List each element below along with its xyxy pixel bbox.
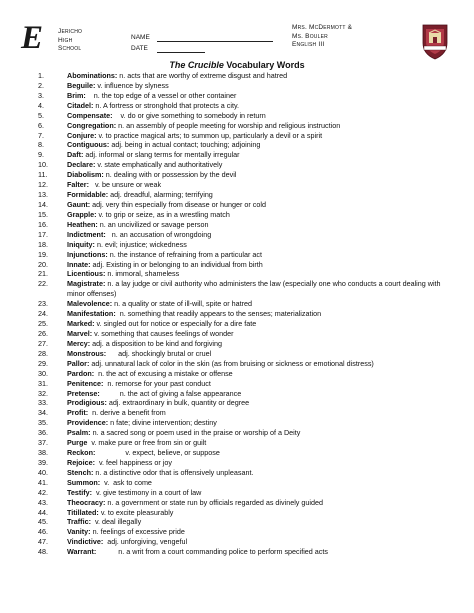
vocabulary-definition: v. influence by slyness xyxy=(95,80,169,90)
vocabulary-term: Manifestation: xyxy=(67,309,116,319)
vocabulary-item xyxy=(38,160,458,170)
vocabulary-definition: v. give testimony in a court of law xyxy=(92,487,202,497)
item-number: 33. xyxy=(38,398,48,408)
name-label: NAME xyxy=(131,34,150,41)
item-number: 18. xyxy=(38,239,48,249)
vocabulary-item xyxy=(38,408,458,418)
school-name-line: Jericho xyxy=(58,28,83,35)
vocabulary-item xyxy=(38,200,458,210)
item-number: 30. xyxy=(38,368,48,378)
item-number: 43. xyxy=(38,497,48,507)
item-number: 38. xyxy=(38,448,48,458)
item-number: 25. xyxy=(38,319,48,329)
vocabulary-term: Malevolence: xyxy=(67,299,113,309)
vocabulary-term: Citadel: xyxy=(67,100,94,110)
vocabulary-term: Heathen: xyxy=(67,219,98,229)
vocabulary-term: Summon: xyxy=(67,477,101,487)
vocabulary-term: Marvel: xyxy=(67,328,93,338)
vocabulary-definition: n. derive a benefit from xyxy=(88,408,166,418)
vocabulary-term: Psalm: xyxy=(67,428,91,438)
vocabulary-item xyxy=(38,190,458,200)
vocabulary-term: Declare: xyxy=(67,160,96,170)
vocabulary-term: Compensate: xyxy=(67,110,113,120)
vocabulary-definition: n. evil; injustice; wickedness xyxy=(94,239,187,249)
vocabulary-item xyxy=(38,448,458,458)
vocabulary-term: Reckon: xyxy=(67,448,96,458)
vocabulary-definition: v. make pure or free from sin or guilt xyxy=(87,438,207,448)
vocabulary-item xyxy=(38,230,458,240)
vocabulary-term: Vanity: xyxy=(67,527,91,537)
vocabulary-term: Vindictive: xyxy=(67,537,104,547)
item-number: 12. xyxy=(38,180,48,190)
vocabulary-term: Falter: xyxy=(67,180,89,190)
item-number: 2. xyxy=(38,80,44,90)
item-number: 19. xyxy=(38,249,48,259)
vocabulary-item xyxy=(38,478,458,488)
vocabulary-definition: adj. Existing in or belonging to an individual from birth xyxy=(90,259,263,269)
vocabulary-item xyxy=(38,121,458,131)
item-number: 35. xyxy=(38,418,48,428)
item-number: 28. xyxy=(38,348,48,358)
vocabulary-term: Formidable: xyxy=(67,190,109,200)
item-number: 5. xyxy=(38,110,44,120)
vocabulary-item xyxy=(38,339,458,349)
vocabulary-term: Testify: xyxy=(67,487,93,497)
vocabulary-definition: v. singled out for notice or especially for a dire fate xyxy=(94,319,257,329)
vocabulary-item xyxy=(38,269,458,279)
item-number: 45. xyxy=(38,517,48,527)
item-number: 1. xyxy=(38,71,44,80)
vocabulary-definition: n. an accusation of wrongdoing xyxy=(105,229,212,239)
item-number: 6. xyxy=(38,120,44,130)
vocabulary-definition: v. expect, believe, or suppose xyxy=(95,448,220,458)
vocabulary-definition: adj. a disposition to be kind and forgiving xyxy=(90,338,223,348)
vocabulary-definition: n. an uncivilized or savage person xyxy=(97,219,209,229)
item-number: 4. xyxy=(38,100,44,110)
vocabulary-term: Marked: xyxy=(67,319,95,329)
vocabulary-item xyxy=(38,537,458,547)
item-number: 11. xyxy=(38,170,48,180)
vocabulary-term: Licentious: xyxy=(67,269,106,279)
item-number: 17. xyxy=(38,229,48,239)
vocabulary-term: Brim: xyxy=(67,90,86,100)
vocabulary-term: Contiguous: xyxy=(67,140,110,150)
vocabulary-term: Warrant: xyxy=(67,547,97,557)
vocabulary-item xyxy=(38,71,458,81)
vocabulary-item xyxy=(38,81,458,91)
teacher-line: English III xyxy=(292,41,325,49)
vocabulary-term: Titillated: xyxy=(67,507,99,517)
vocabulary-term: Prodigious: xyxy=(67,398,107,408)
vocabulary-term: Iniquity: xyxy=(67,239,95,249)
item-number: 36. xyxy=(38,428,48,438)
vocabulary-item xyxy=(38,319,458,329)
item-number: 22. xyxy=(38,279,48,289)
vocabulary-term: Abominations: xyxy=(67,71,118,80)
name-field-line[interactable] xyxy=(157,41,273,42)
item-number: 40. xyxy=(38,467,48,477)
vocabulary-definition: adj. very thin especially from disease or hunger or cold xyxy=(90,199,266,209)
page-header xyxy=(0,0,474,62)
item-number: 7. xyxy=(38,130,44,140)
vocabulary-term: Grapple: xyxy=(67,209,97,219)
vocabulary-term: Pallor: xyxy=(67,358,90,368)
vocabulary-definition: adj. shockingly brutal or cruel xyxy=(106,348,212,358)
item-number: 9. xyxy=(38,150,44,160)
vocabulary-item xyxy=(38,131,458,141)
item-number: 24. xyxy=(38,309,48,319)
vocabulary-term: Traffic: xyxy=(67,517,91,527)
vocabulary-item xyxy=(38,468,458,478)
vocabulary-definition: n. acts that are worthy of extreme disgust and hatred xyxy=(117,71,288,80)
vocabulary-item xyxy=(38,170,458,180)
teacher-line: Ms. Bouler xyxy=(292,32,328,40)
vocabulary-item xyxy=(38,547,458,557)
item-number: 39. xyxy=(38,457,48,467)
vocabulary-term: Monstrous: xyxy=(67,348,107,358)
vocabulary-definition: adj. being in actual contact; touching; adjoining xyxy=(109,140,261,150)
vocabulary-item xyxy=(38,369,458,379)
vocabulary-item xyxy=(38,428,458,438)
teacher-info xyxy=(292,24,352,50)
school-logo-letter: E xyxy=(21,20,44,56)
vocabulary-item xyxy=(38,180,458,190)
vocabulary-definition: n. a writ from a court commanding police to perform specified acts xyxy=(96,547,328,557)
item-number: 13. xyxy=(38,190,48,200)
vocabulary-definition: v. to excite pleasurably xyxy=(98,507,174,517)
vocabulary-definition: n. a distinctive odor that is offensively unpleasant. xyxy=(93,467,254,477)
vocabulary-definition: v. to grip or seize, as in a wrestling match xyxy=(96,209,230,219)
vocabulary-term: Penitence: xyxy=(67,378,104,388)
item-number: 15. xyxy=(38,209,48,219)
vocabulary-item xyxy=(38,418,458,428)
vocabulary-definition: n. a government or state run by officials regarded as divinely guided xyxy=(105,497,323,507)
vocabulary-definition: n. the top edge of a vessel or other container xyxy=(85,90,237,100)
item-number: 46. xyxy=(38,527,48,537)
vocabulary-item xyxy=(38,527,458,537)
vocabulary-term: Indictment: xyxy=(67,229,106,239)
vocabulary-term: Innate: xyxy=(67,259,91,269)
vocabulary-definition: adj. informal or slang terms for mentally irregular xyxy=(83,150,240,160)
vocabulary-definition: n. a lay judge or civil authority who administers the law (especially one who conducts a court dealing with minor offenses) xyxy=(67,279,441,299)
vocabulary-term: Stench: xyxy=(67,467,94,477)
date-field-line[interactable] xyxy=(157,52,205,53)
vocabulary-item xyxy=(38,398,458,408)
vocabulary-item xyxy=(38,389,458,399)
vocabulary-definition: adj. extraordinary in bulk, quantity or degree xyxy=(106,398,250,408)
vocabulary-term: Injunctions: xyxy=(67,249,108,259)
item-number: 20. xyxy=(38,259,48,269)
vocabulary-item xyxy=(38,101,458,111)
item-number: 29. xyxy=(38,358,48,368)
vocabulary-term: Congregation: xyxy=(67,120,117,130)
vocabulary-item xyxy=(38,379,458,389)
vocabulary-definition: v. deal illegally xyxy=(90,517,142,527)
vocabulary-item xyxy=(38,458,458,468)
vocabulary-term: Purge xyxy=(67,438,88,448)
vocabulary-definition: v. feel happiness or joy xyxy=(94,457,172,467)
vocabulary-definition: n fate; divine intervention; destiny xyxy=(108,418,217,428)
title-rest: Vocabulary Words xyxy=(223,60,305,70)
vocabulary-definition: n. the act of excusing a mistake or offense xyxy=(94,368,233,378)
vocabulary-item xyxy=(38,279,459,299)
school-crest-icon xyxy=(418,19,452,61)
vocabulary-item xyxy=(38,498,458,508)
vocabulary-term: Beguile: xyxy=(67,80,96,90)
vocabulary-definition: n. a sacred song or poem used in the praise or worship of a Deity xyxy=(90,428,301,438)
item-number: 47. xyxy=(38,537,48,547)
school-name-line: High xyxy=(58,36,73,44)
item-number: 27. xyxy=(38,338,48,348)
item-number: 21. xyxy=(38,269,48,279)
vocabulary-term: Providence: xyxy=(67,418,109,428)
item-number: 31. xyxy=(38,378,48,388)
title-book-name: The Crucible xyxy=(169,60,224,70)
vocabulary-item xyxy=(38,210,458,220)
page-title xyxy=(0,59,474,71)
vocabulary-item xyxy=(38,220,458,230)
vocabulary-term: Profit: xyxy=(67,408,89,418)
vocabulary-item xyxy=(38,438,458,448)
vocabulary-definition: n. remorse for your past conduct xyxy=(103,378,211,388)
vocabulary-term: Pretense: xyxy=(67,388,100,398)
vocabulary-definition: n. feelings of excessive pride xyxy=(90,527,185,537)
vocabulary-definition: v. something that causes feelings of wonder xyxy=(92,328,234,338)
vocabulary-definition: n. A fortress or stronghold that protects a city. xyxy=(93,100,240,110)
vocabulary-term: Daft: xyxy=(67,150,84,160)
item-number: 26. xyxy=(38,328,48,338)
item-number: 3. xyxy=(38,90,44,100)
item-number: 34. xyxy=(38,408,48,418)
vocabulary-list xyxy=(38,71,458,557)
vocabulary-item xyxy=(38,240,458,250)
vocabulary-item xyxy=(38,150,458,160)
vocabulary-definition: adj. unforgiving, vengeful xyxy=(103,537,188,547)
date-label: DATE xyxy=(131,45,148,52)
vocabulary-definition: n. something that readily appears to the senses; materialization xyxy=(115,309,322,319)
item-number: 37. xyxy=(38,438,48,448)
vocabulary-definition: v. ask to come xyxy=(100,477,152,487)
vocabulary-definition: adj. unnatural lack of color in the skin (as from bruising or sickness or emotional distress) xyxy=(89,358,374,368)
vocabulary-definition: adj. dreadful, alarming; terrifying xyxy=(108,190,213,200)
vocabulary-item xyxy=(38,111,458,121)
item-number: 23. xyxy=(38,299,48,309)
vocabulary-item xyxy=(38,349,458,359)
vocabulary-term: Conjure: xyxy=(67,130,97,140)
item-number: 32. xyxy=(38,388,48,398)
vocabulary-item xyxy=(38,329,458,339)
vocabulary-item xyxy=(38,299,458,309)
vocabulary-term: Pardon: xyxy=(67,368,95,378)
item-number: 42. xyxy=(38,487,48,497)
vocabulary-item xyxy=(38,508,458,518)
item-number: 10. xyxy=(38,160,48,170)
vocabulary-item xyxy=(38,140,458,150)
item-number: 44. xyxy=(38,507,48,517)
vocabulary-definition: n. immoral, shameless xyxy=(105,269,180,279)
item-number: 14. xyxy=(38,199,48,209)
vocabulary-term: Rejoice: xyxy=(67,457,95,467)
item-number: 8. xyxy=(38,140,44,150)
vocabulary-item xyxy=(38,260,458,270)
vocabulary-item xyxy=(38,91,458,101)
school-name-line: School xyxy=(58,45,82,53)
vocabulary-definition: v. state emphatically and authoritatively xyxy=(95,160,223,170)
vocabulary-item xyxy=(38,488,458,498)
vocabulary-term: Diabolism: xyxy=(67,170,104,180)
vocabulary-item xyxy=(38,250,458,260)
teacher-line: Mrs. McDermott & xyxy=(292,24,353,31)
vocabulary-definition: n. the act of giving a false appearance xyxy=(99,388,242,398)
vocabulary-item xyxy=(38,359,458,369)
vocabulary-definition: n. a quality or state of ill-will, spite or hatred xyxy=(112,299,252,309)
item-number: 48. xyxy=(38,547,48,557)
item-number: 41. xyxy=(38,477,48,487)
vocabulary-definition: v. to practice magical arts; to summon up, particularly a devil or a spirit xyxy=(96,130,323,140)
vocabulary-definition: n. dealing with or possession by the devil xyxy=(103,170,237,180)
vocabulary-definition: n. an assembly of people meeting for worship and religious instruction xyxy=(116,120,341,130)
vocabulary-term: Mercy: xyxy=(67,338,91,348)
vocabulary-term: Theocracy: xyxy=(67,497,106,507)
item-number: 16. xyxy=(38,219,48,229)
vocabulary-item xyxy=(38,517,458,527)
vocabulary-item xyxy=(38,309,458,319)
vocabulary-term: Magistrate: xyxy=(67,279,106,289)
school-name xyxy=(58,28,82,54)
vocabulary-term: Gaunt: xyxy=(67,199,91,209)
vocabulary-definition: v. do or give something to somebody in return xyxy=(112,110,266,120)
vocabulary-definition: n. the instance of refraining from a particular act xyxy=(107,249,262,259)
vocabulary-definition: v. be unsure or weak xyxy=(88,180,162,190)
